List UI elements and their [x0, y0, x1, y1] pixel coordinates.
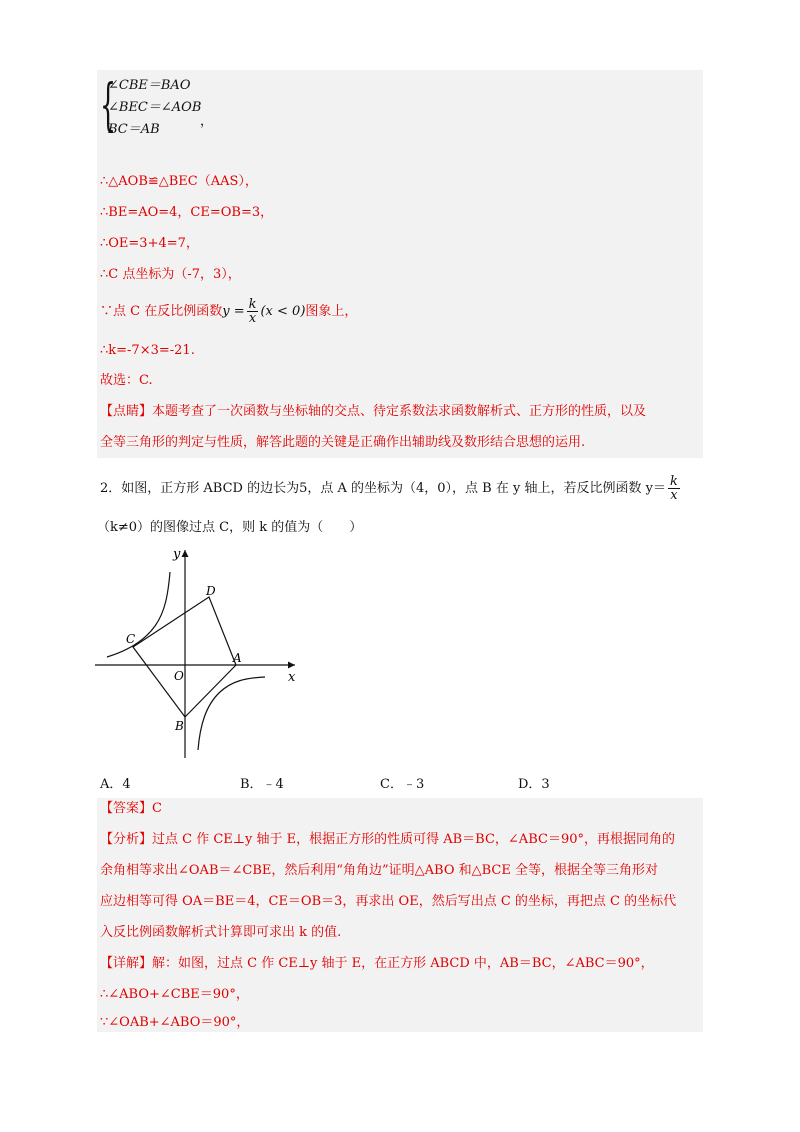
function-outro-text: 图象上，	[305, 304, 358, 319]
option-c: C．﹣3	[380, 777, 425, 792]
function-lhs: y =	[222, 304, 245, 319]
solution-line-c-coords: ∴C 点坐标为（-7，3），	[100, 267, 241, 282]
label-a: A	[233, 651, 242, 665]
option-b: B．﹣4	[240, 777, 284, 792]
hyperbola-branch-lower-right	[198, 677, 265, 750]
question-2-fraction	[668, 475, 680, 502]
question-2-line-1	[100, 472, 682, 506]
question-2-fraction-numerator: k	[669, 474, 678, 489]
analysis-line-4: 入反比例函数解析式计算即可求出 k 的值.	[100, 925, 342, 940]
hyperbola-branch-upper-left	[107, 572, 170, 657]
comment-line-2: 全等三角形的判定与性质，解答此题的关键是正确作出辅助线及数形结合思想的运用.	[100, 435, 586, 450]
solution-line-choice: 故选：C.	[100, 373, 153, 388]
equation-system	[100, 73, 220, 142]
label-d: D	[206, 584, 216, 598]
function-fraction	[247, 298, 259, 325]
detail-line-3: ∵∠OAB+∠ABO＝90°，	[100, 1015, 250, 1030]
question-2-line-2: （k≠0）的图像过点 C，则 k 的值为（ ）	[97, 520, 363, 535]
analysis-line-2: 余角相等求出∠OAB＝∠CBE，然后利用“角角边”证明△ABO 和△BCE 全等，根据全等三角形对	[100, 863, 658, 878]
function-intro-text: ∵点 C 在反比例函数	[100, 304, 223, 319]
option-a: A．4	[100, 777, 131, 792]
solution-line-congruence: ∴△AOB≌△BEC（AAS），	[100, 174, 258, 189]
option-d: D．3	[518, 777, 550, 792]
system-eq-1: ∠CBE＝BAO	[108, 78, 191, 93]
label-o: O	[174, 669, 184, 683]
detail-line-1: 【详解】解：如图，过点 C 作 CE⊥y 轴于 E，在正方形 ABCD 中，AB＝BC，∠ABC＝90°，	[100, 956, 654, 971]
solution-line-lengths: ∴BE=AO=4，CE=OB=3，	[100, 205, 274, 220]
square-hyperbola-figure	[90, 540, 310, 760]
analysis-line-1: 【分析】过点 C 作 CE⊥y 轴于 E，根据正方形的性质可得 AB＝BC，∠ABC＝90°，再根据同角的	[100, 832, 675, 847]
comment-line-1: 【点睛】本题考查了一次函数与坐标轴的交点、待定系数法求函数解析式、正方形的性质，以及	[100, 404, 647, 419]
fraction-numerator: k	[248, 297, 257, 312]
label-y: y	[173, 547, 181, 562]
solution-line-oe: ∴OE=3+4=7，	[100, 236, 199, 251]
label-b: B	[175, 719, 184, 733]
solution-line-function	[100, 297, 357, 327]
fraction-denominator: x	[248, 311, 257, 326]
system-comma: ，	[200, 114, 214, 129]
function-domain: (x < 0)	[260, 304, 306, 319]
solution-line-k-value: ∴k=-7×3=-21.	[100, 343, 195, 358]
system-eq-2: ∠BEC＝∠AOB	[108, 100, 202, 115]
question-2-fraction-denominator: x	[670, 488, 678, 503]
label-c: C	[126, 632, 136, 646]
answer-line: 【答案】C	[100, 801, 162, 816]
detail-line-2: ∴∠ABO+∠CBE＝90°，	[100, 987, 249, 1002]
analysis-line-3: 应边相等可得 OA＝BE＝4，CE＝OB＝3，再求出 OE，然后写出点 C 的坐标，再把点 C 的坐标代	[100, 894, 677, 909]
left-brace: {	[100, 73, 117, 138]
label-x: x	[288, 670, 296, 685]
system-eq-3: BC＝AB	[108, 122, 160, 137]
question-2-text: 2．如图，正方形 ABCD 的边长为5，点 A 的坐标为（4，0），点 B 在 y 轴上，若反比例函数 y＝	[100, 481, 666, 496]
